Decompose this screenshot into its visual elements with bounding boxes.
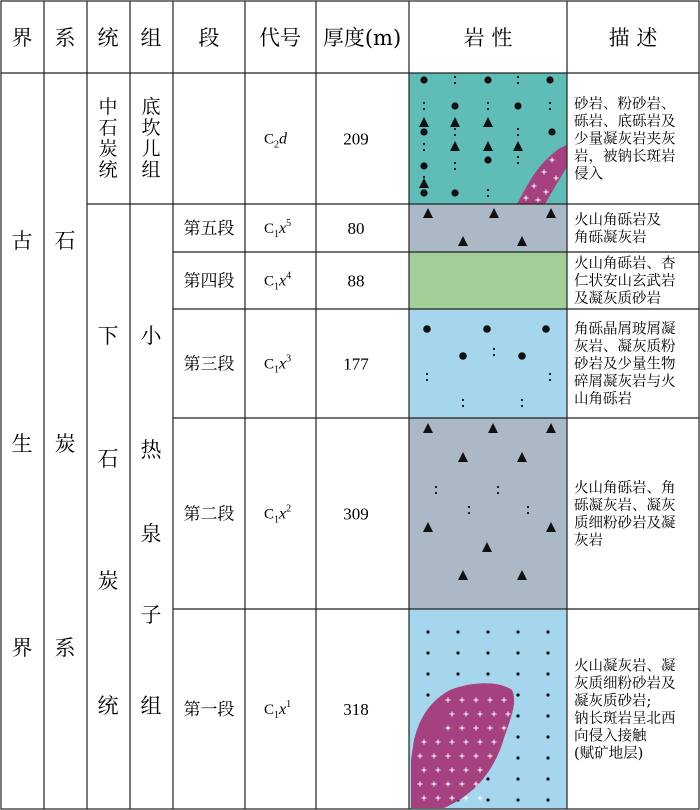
silt-mark	[549, 373, 551, 375]
silt-mark	[426, 379, 428, 381]
series-middle-cell	[98, 96, 117, 181]
silt-mark	[454, 162, 456, 164]
silt-mark	[549, 379, 551, 381]
erathem-cell	[12, 229, 33, 660]
silt-mark	[487, 108, 489, 110]
header-daihao: 代号	[259, 26, 301, 50]
tuff-point	[516, 756, 519, 759]
pebble-dot	[459, 352, 467, 360]
formation-upper-char: 儿	[141, 138, 161, 160]
description-text: 火山角砾岩、杏仁状安山玄武岩及凝灰质砂岩	[574, 256, 676, 307]
tuff-point	[486, 777, 489, 780]
tuff-point	[546, 798, 549, 801]
pebble-dot	[420, 162, 427, 169]
header-duan: 段	[198, 26, 220, 50]
tuff-point	[546, 735, 549, 738]
pebble-dot	[420, 76, 427, 83]
header-yanxing: 岩 性	[463, 26, 513, 50]
code-label: $C_1x^4$	[264, 270, 292, 293]
silt-mark	[549, 108, 551, 110]
silt-mark	[517, 134, 519, 136]
header-houdu: 厚度(m)	[322, 26, 402, 50]
tuff-point	[426, 672, 429, 675]
silt-mark	[549, 102, 551, 104]
series-lower-char: 统	[97, 694, 119, 718]
pebble-dot	[514, 102, 521, 109]
tuff-point	[456, 672, 459, 675]
code-label: $C_1x^1$	[264, 699, 292, 721]
tuff-point	[546, 756, 549, 759]
segment-label: 第二段	[183, 504, 235, 525]
code-label: $C_2d$	[264, 130, 288, 151]
description-text: 火山角砾岩、角砾凝灰岩、凝灰质细粉砂岩及凝灰岩	[574, 480, 676, 549]
tuff-point	[486, 630, 489, 633]
silt-mark	[423, 176, 425, 178]
series-middle-char: 统	[98, 159, 118, 181]
formation-upper-char: 坎	[141, 117, 161, 139]
thickness-value: 177	[343, 354, 369, 374]
system-char: 系	[54, 636, 76, 660]
tuff-point	[516, 672, 519, 675]
formation-lower-char: 子	[140, 603, 162, 627]
silt-mark	[454, 168, 456, 170]
system-cell	[55, 229, 76, 660]
silt-mark	[454, 134, 456, 136]
tuff-point	[546, 672, 549, 675]
header-row	[12, 26, 658, 50]
silt-mark	[517, 128, 519, 130]
silt-mark	[423, 143, 425, 145]
pebble-dot	[420, 189, 427, 196]
silt-mark	[493, 354, 495, 356]
tuff-point	[516, 777, 519, 780]
code-label: $C_1x^3$	[264, 353, 292, 376]
erathem-char: 生	[11, 432, 33, 456]
silt-mark	[454, 76, 456, 78]
silt-mark	[435, 486, 437, 488]
tuff-point	[426, 693, 429, 696]
tuff-point	[456, 651, 459, 654]
tuff-point	[486, 651, 489, 654]
header-xi: 系	[54, 26, 76, 50]
pebble-dot	[423, 325, 431, 333]
silt-mark	[462, 405, 464, 407]
segment-label: 第三段	[183, 354, 235, 375]
tuff-point	[546, 714, 549, 717]
thickness-value: 209	[343, 129, 369, 149]
silt-mark	[521, 399, 523, 401]
description-text: 火山凝灰岩、凝灰质细粉砂岩及凝灰质砂岩;钠长斑岩呈北西向侵入接触(赋矿地层)	[574, 658, 676, 762]
silt-mark	[487, 195, 489, 197]
thickness-value: 88	[347, 271, 365, 291]
formation-upper-char: 组	[141, 159, 161, 181]
lithology-fill	[409, 418, 567, 609]
series-middle-char: 炭	[98, 138, 118, 160]
series-middle-char: 中	[98, 96, 118, 118]
silt-mark	[521, 405, 523, 407]
lithology-fill	[409, 204, 567, 252]
pebble-dot	[484, 156, 491, 163]
description-text: 砂岩、粉砂岩、砾岩、底砾岩及少量凝灰岩夹灰岩，被钠长斑岩侵入	[574, 96, 676, 183]
silt-mark	[454, 82, 456, 84]
silt-mark	[468, 512, 470, 514]
tuff-point	[516, 735, 519, 738]
pebble-dot	[546, 76, 553, 83]
tuff-point	[546, 651, 549, 654]
silt-mark	[527, 506, 529, 508]
header-zu: 组	[140, 26, 162, 50]
thickness-value: 80	[347, 219, 365, 238]
silt-mark	[517, 156, 519, 158]
code-label: $C_1x^2$	[264, 503, 292, 526]
erathem-char: 界	[11, 636, 33, 660]
description-text: 火山角砾岩及角砾凝灰岩	[574, 212, 661, 246]
pebble-dot	[420, 128, 427, 135]
silt-mark	[487, 189, 489, 191]
silt-mark	[497, 492, 499, 494]
series-lower-char: 下	[97, 324, 119, 348]
tuff-point	[486, 798, 489, 801]
silt-mark	[423, 108, 425, 110]
thickness-value: 318	[343, 700, 369, 719]
formation-lower-cell	[141, 324, 163, 718]
silt-mark	[462, 399, 464, 401]
silt-mark	[454, 128, 456, 130]
silt-mark	[527, 512, 529, 514]
silt-mark	[423, 102, 425, 104]
tuff-point	[456, 630, 459, 633]
pebble-dot	[483, 325, 491, 333]
silt-mark	[493, 348, 495, 350]
silt-mark	[517, 82, 519, 84]
series-middle-char: 石	[98, 117, 118, 139]
formation-upper-cell	[141, 96, 160, 181]
erathem-char: 古	[11, 229, 33, 253]
silt-mark	[487, 102, 489, 104]
tuff-point	[516, 693, 519, 696]
header-miaoshu: 描 述	[608, 26, 658, 50]
pebble-dot	[518, 352, 526, 360]
tuff-point	[546, 693, 549, 696]
pebble-dot	[484, 76, 491, 83]
pebble-dot	[451, 189, 458, 196]
series-lower-char: 炭	[97, 569, 119, 593]
pebble-dot	[451, 102, 458, 109]
thickness-value: 309	[343, 504, 369, 524]
code-label: $C_1x^5$	[264, 218, 292, 240]
tuff-point	[516, 651, 519, 654]
silt-mark	[497, 486, 499, 488]
silt-mark	[517, 162, 519, 164]
segment-label: 第四段	[183, 271, 235, 292]
pebble-dot	[542, 325, 550, 333]
tuff-point	[546, 630, 549, 633]
tuff-point	[426, 630, 429, 633]
formation-upper-char: 底	[141, 96, 161, 118]
system-char: 石	[54, 229, 76, 253]
tuff-point	[516, 714, 519, 717]
silt-mark	[517, 76, 519, 78]
formation-lower-char: 泉	[140, 522, 162, 546]
segment-label: 第一段	[183, 700, 235, 720]
silt-mark	[435, 492, 437, 494]
series-lower-cell	[98, 324, 119, 718]
tuff-point	[516, 630, 519, 633]
lithology-fill	[409, 252, 567, 309]
header-tong: 统	[97, 26, 119, 50]
silt-mark	[423, 149, 425, 151]
system-char: 炭	[54, 432, 76, 456]
header-jie: 界	[11, 26, 33, 50]
formation-lower-char: 小	[140, 324, 162, 348]
tuff-point	[516, 798, 519, 801]
pebble-dot	[548, 128, 555, 135]
formation-lower-char: 组	[140, 694, 162, 718]
description-text: 角砾晶屑玻屑凝灰岩、凝灰质粉砂岩及少量生物碎屑凝灰岩与火山角砾岩	[574, 321, 676, 408]
silt-mark	[426, 373, 428, 375]
segment-label: 第五段	[183, 219, 235, 239]
formation-lower-char: 热	[140, 438, 162, 462]
tuff-point	[546, 777, 549, 780]
tuff-point	[486, 672, 489, 675]
tuff-point	[426, 651, 429, 654]
series-lower-char: 石	[97, 447, 119, 471]
silt-mark	[468, 506, 470, 508]
